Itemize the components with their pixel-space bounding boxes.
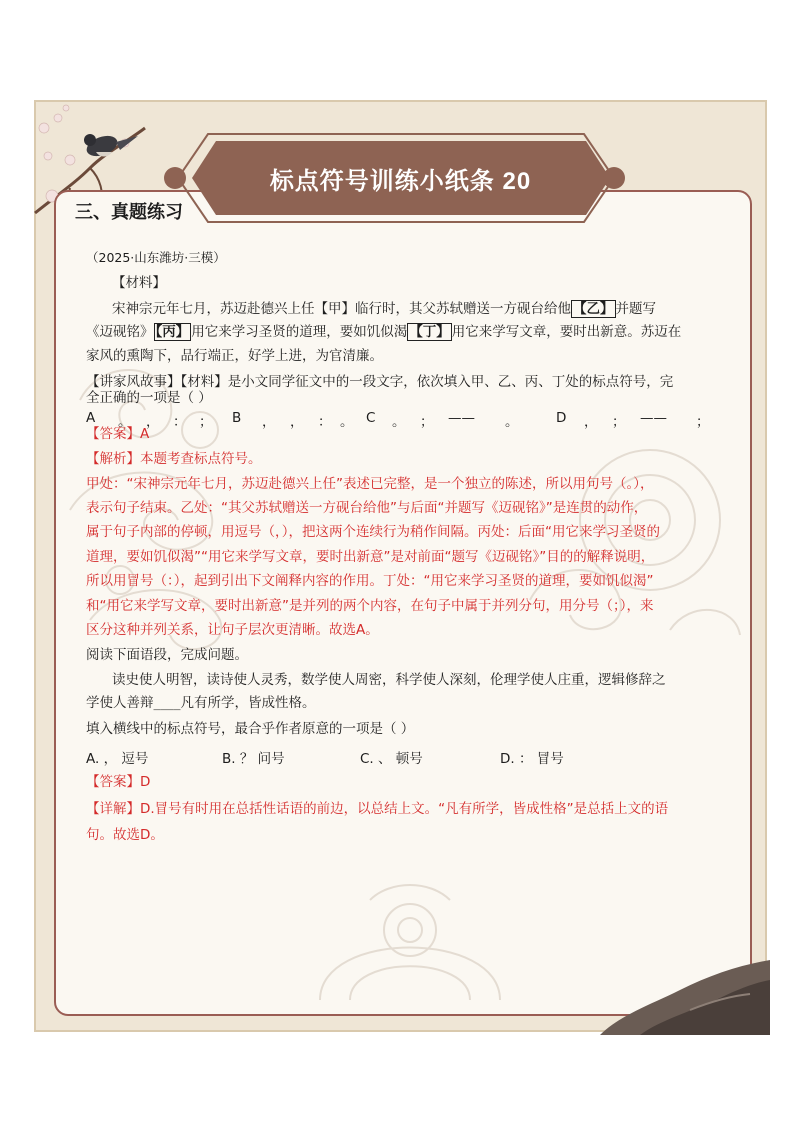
q2-analysis-line1: 【详解】D.冒号有时用在总括性话语的前边，以总结上文。“凡有所学，皆成性格”是总括上文的语 bbox=[86, 801, 669, 817]
q1-option-c-mark1: 。 bbox=[392, 414, 406, 430]
q1-source: （2025·山东潍坊·三模） bbox=[86, 250, 226, 265]
q1-option-a-letter[interactable]: A bbox=[86, 410, 96, 426]
q2-passage-line2: 学使人善辩____凡有所学，皆成性格。 bbox=[86, 695, 316, 711]
q1-answer: 【答案】A bbox=[86, 426, 150, 442]
blank-bing: 【丙】 bbox=[155, 324, 190, 340]
q1-analysis-line4: 属于句子内部的停顿，用逗号（，），把这两个连续行为稍作间隔。丙处：后面“用它来学习圣贤的 bbox=[86, 524, 660, 540]
q1-option-d-mark3: —— bbox=[640, 410, 667, 426]
q1-passage-line3: 家风的熏陶下，品行端正，好学上进，为官清廉。 bbox=[86, 348, 383, 364]
q2-option-d[interactable]: D. ： 冒号 bbox=[500, 751, 564, 767]
q1-analysis-line1: 【解析】本题考查标点符号。 bbox=[86, 451, 262, 467]
q1-option-d-mark1: ， bbox=[584, 414, 598, 430]
q1-option-b-mark1: ， bbox=[262, 414, 276, 430]
q1-option-a-mark4: ； bbox=[199, 414, 213, 430]
q1-analysis-line2: 甲处：“宋神宗元年七月，苏迈赴德兴上任”表述已完整，是一个独立的陈述，所以用句号（。）， bbox=[86, 476, 654, 492]
q1-option-d-letter[interactable]: D bbox=[556, 410, 567, 426]
q1-material-label: 【材料】 bbox=[112, 275, 166, 291]
q1-option-a-mark3: ： bbox=[173, 414, 187, 430]
q2-intro: 阅读下面语段，完成问题。 bbox=[86, 647, 248, 663]
q2-answer: 【答案】D bbox=[86, 774, 151, 790]
cloud-pattern-bottom bbox=[300, 870, 520, 1010]
blank-yi: 【乙】 bbox=[573, 301, 614, 317]
banner-dot-left bbox=[164, 167, 186, 189]
banner-title: 标点符号训练小纸条 20 bbox=[269, 167, 532, 195]
q1-option-b-mark2: ， bbox=[290, 414, 304, 430]
q1-option-c-mark4: 。 bbox=[505, 414, 519, 430]
q1-analysis-line3: 表示句子结束。乙处：“其父苏轼赠送一方砚台给他”与后面“并题写《迈砚铭》”是连贯的动作， bbox=[86, 500, 648, 516]
q2-option-a[interactable]: A. ， 逗号 bbox=[86, 751, 149, 767]
q1-option-b-mark3: ： bbox=[318, 414, 332, 430]
q1-option-c-letter[interactable]: C bbox=[366, 410, 376, 426]
q1-passage-line2: 《迈砚铭》 【丙】 用它来学习圣贤的道理，要如饥似渴 【丁】 用它来学写文章，要时出新意。苏迈在 bbox=[86, 324, 682, 340]
q2-passage-line1: 读史使人明智，读诗使人灵秀，数学使人周密，科学使人深刻，伦理学使人庄重，逻辑修辞之 bbox=[112, 672, 666, 688]
q1-passage-line1: 宋神宗元年七月，苏迈赴德兴上任【甲】临行时，其父苏轼赠送一方砚台给他 【乙】 并题写 bbox=[112, 301, 656, 317]
banner-dot-right bbox=[603, 167, 625, 189]
q1-option-b-mark4: 。 bbox=[340, 414, 354, 430]
rock-pine-decoration bbox=[600, 960, 770, 1035]
q1-stem-line2: 全正确的一项是（ ） bbox=[86, 390, 212, 406]
q1-option-d-mark4: ； bbox=[696, 414, 710, 430]
q1-stem-line1: 【讲家风故事】【材料】是小文同学征文中的一段文字，依次填入甲、乙、丙、丁处的标点符号，完 bbox=[86, 374, 674, 390]
q2-option-b[interactable]: B. ？ 问号 bbox=[222, 751, 285, 767]
q1-option-c-mark3: —— bbox=[448, 410, 475, 426]
q2-blank: ____ bbox=[153, 695, 181, 711]
q2-analysis-line2: 句。故选D。 bbox=[86, 827, 164, 843]
q1-analysis-line8: 区分这种并列关系，让句子层次更清晰。故选A。 bbox=[86, 622, 379, 638]
q1-analysis-line7: 和“用它来学写文章，要时出新意”是并列的两个内容，在句子中属于并列分句，用分号（；），来 bbox=[86, 598, 654, 614]
q1-option-b-letter[interactable]: B bbox=[232, 410, 242, 426]
q1-option-a-mark2: ， bbox=[146, 414, 160, 430]
q2-stem: 填入横线中的标点符号，最合乎作者原意的一项是（ ） bbox=[86, 721, 415, 737]
q1-analysis-line5: 道理，要如饥似渴”“用它来学写文章，要时出新意”是对前面“题写《迈砚铭》”目的的解释说明， bbox=[86, 549, 655, 565]
title-banner bbox=[178, 132, 623, 224]
q1-analysis-line6: 所以用冒号（：），起到引出下文阐释内容的作用。丁处：“用它来学习圣贤的道理，要如饥似渴” bbox=[86, 573, 654, 589]
section-title: 三、真题练习 bbox=[75, 202, 183, 223]
q1-option-a-mark1: 。 bbox=[118, 414, 132, 430]
q1-option-c-mark2: ； bbox=[420, 414, 434, 430]
blank-ding: 【丁】 bbox=[409, 324, 450, 340]
q2-option-c[interactable]: C. 、 顿号 bbox=[360, 751, 423, 767]
q1-option-d-mark2: ； bbox=[612, 414, 626, 430]
